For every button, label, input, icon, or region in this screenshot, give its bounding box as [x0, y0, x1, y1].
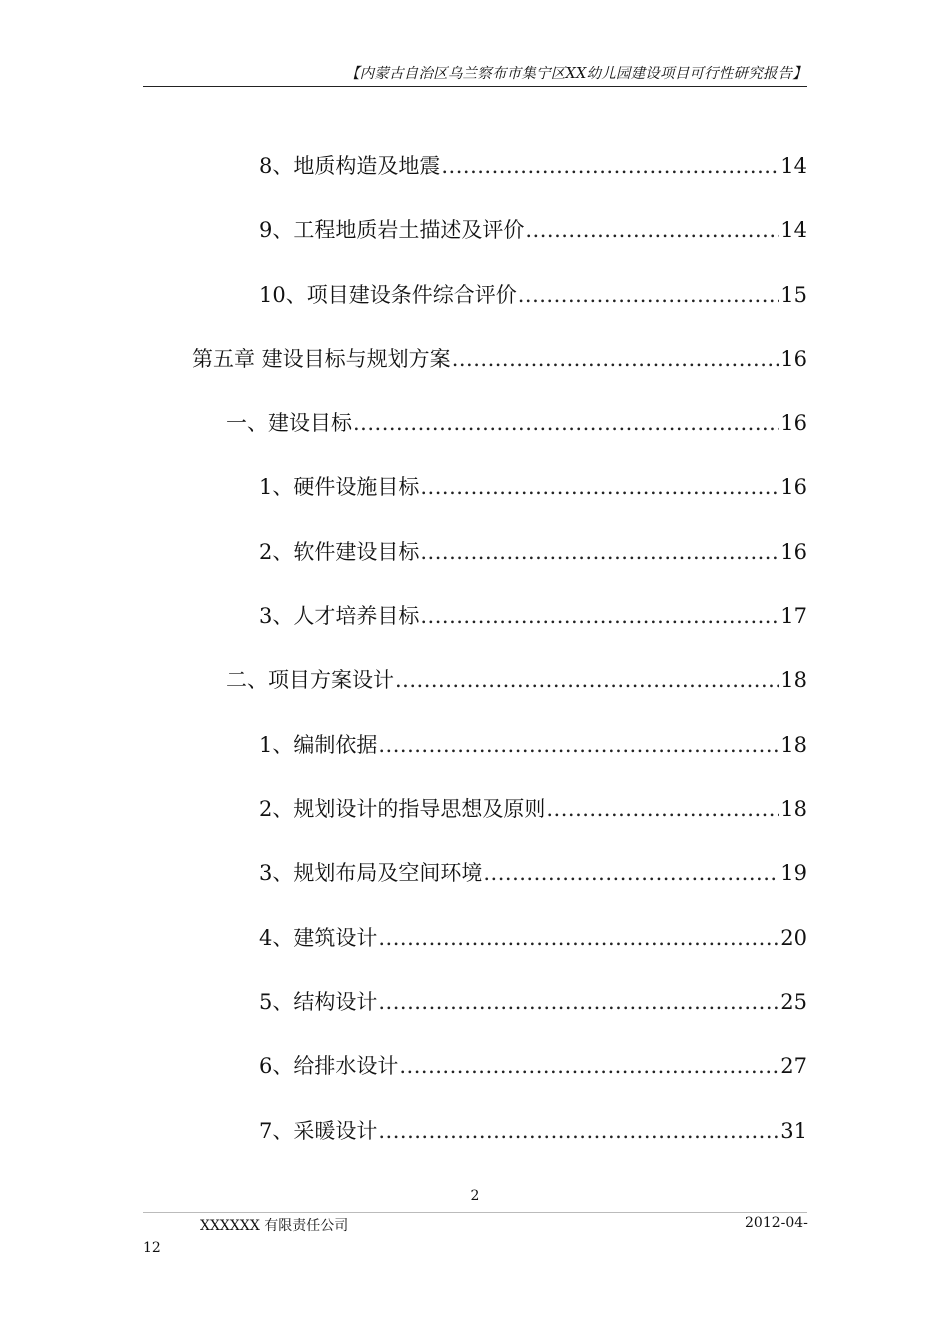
toc-entry[interactable] — [259, 858, 807, 888]
dot-leader — [353, 408, 779, 438]
toc-entry[interactable] — [259, 730, 807, 760]
dot-leader — [452, 344, 780, 374]
toc-entry-page: 15 — [780, 283, 807, 307]
footer-date: 2012-04- — [745, 1215, 808, 1231]
toc-entry-label: 4、建筑设计 — [259, 926, 378, 950]
toc-entry[interactable] — [259, 151, 807, 181]
toc-entry[interactable] — [192, 344, 807, 374]
toc-entry[interactable] — [259, 472, 807, 502]
dot-leader — [441, 151, 779, 181]
toc-entry[interactable] — [259, 987, 807, 1017]
dot-leader — [395, 665, 779, 695]
dot-leader — [546, 794, 779, 824]
toc-entry[interactable] — [259, 280, 807, 310]
dot-leader — [420, 472, 779, 502]
toc-entry-page: 18 — [780, 733, 807, 757]
toc-entry[interactable] — [226, 408, 807, 438]
toc-entry-label: 5、结构设计 — [259, 990, 378, 1014]
toc-entry[interactable] — [259, 215, 807, 245]
dot-leader — [420, 537, 779, 567]
footer-date-continuation: 12 — [143, 1240, 161, 1256]
toc-entry-label: 1、硬件设施目标 — [259, 475, 420, 499]
toc-entry-page: 16 — [780, 347, 807, 371]
toc-entry-page: 16 — [780, 411, 807, 435]
toc-entry-label: 1、编制依据 — [259, 733, 378, 757]
toc-entry-page: 17 — [780, 604, 807, 628]
toc-entry-page: 18 — [780, 797, 807, 821]
dot-leader — [518, 280, 780, 310]
toc-entry-page: 14 — [780, 218, 807, 242]
dot-leader — [525, 215, 779, 245]
toc-entry-label: 7、采暖设计 — [259, 1119, 378, 1143]
toc-entry-page: 20 — [780, 926, 807, 950]
toc-entry[interactable] — [259, 794, 807, 824]
toc-entry-page: 19 — [780, 861, 807, 885]
toc-entry-label: 8、地质构造及地震 — [259, 154, 441, 178]
running-header: 【内蒙古自治区乌兰察布市集宁区XX幼儿园建设项目可行性研究报告】 — [344, 66, 807, 82]
footer-company: XXXXXX 有限责任公司 — [200, 1218, 349, 1234]
dot-leader — [378, 730, 779, 760]
toc-entry-label: 3、人才培养目标 — [259, 604, 420, 628]
toc-entry[interactable] — [259, 537, 807, 567]
toc-entry[interactable] — [259, 601, 807, 631]
toc-entry-label: 2、规划设计的指导思想及原则 — [259, 797, 546, 821]
toc-entry-label: 第五章 建设目标与规划方案 — [192, 347, 451, 371]
toc-entry[interactable] — [226, 665, 807, 695]
toc-entry-page: 25 — [780, 990, 807, 1014]
toc-entry-page: 27 — [780, 1054, 807, 1078]
toc-entry-page: 16 — [780, 475, 807, 499]
toc-entry-label: 9、工程地质岩土描述及评价 — [259, 218, 525, 242]
dot-leader — [483, 858, 779, 888]
toc-entry-label: 2、软件建设目标 — [259, 540, 420, 564]
page-number: 2 — [470, 1188, 480, 1204]
toc-entry-page: 16 — [780, 540, 807, 564]
dot-leader — [378, 1116, 779, 1146]
dot-leader — [378, 923, 779, 953]
toc-entry[interactable] — [259, 1116, 807, 1146]
header-rule — [143, 86, 807, 87]
toc-entry[interactable] — [259, 1051, 807, 1081]
toc-entry-label: 10、项目建设条件综合评价 — [259, 283, 517, 307]
dot-leader — [420, 601, 779, 631]
dot-leader — [378, 987, 779, 1017]
toc-entry[interactable] — [259, 923, 807, 953]
toc-entry-label: 一、建设目标 — [226, 411, 352, 435]
dot-leader — [399, 1051, 779, 1081]
toc-entry-label: 二、项目方案设计 — [226, 668, 394, 692]
toc-entry-page: 31 — [780, 1119, 807, 1143]
toc-entry-page: 14 — [780, 154, 807, 178]
toc-entry-label: 3、规划布局及空间环境 — [259, 861, 483, 885]
toc-entry-page: 18 — [780, 668, 807, 692]
footer-rule — [143, 1212, 807, 1213]
toc-entry-label: 6、给排水设计 — [259, 1054, 399, 1078]
